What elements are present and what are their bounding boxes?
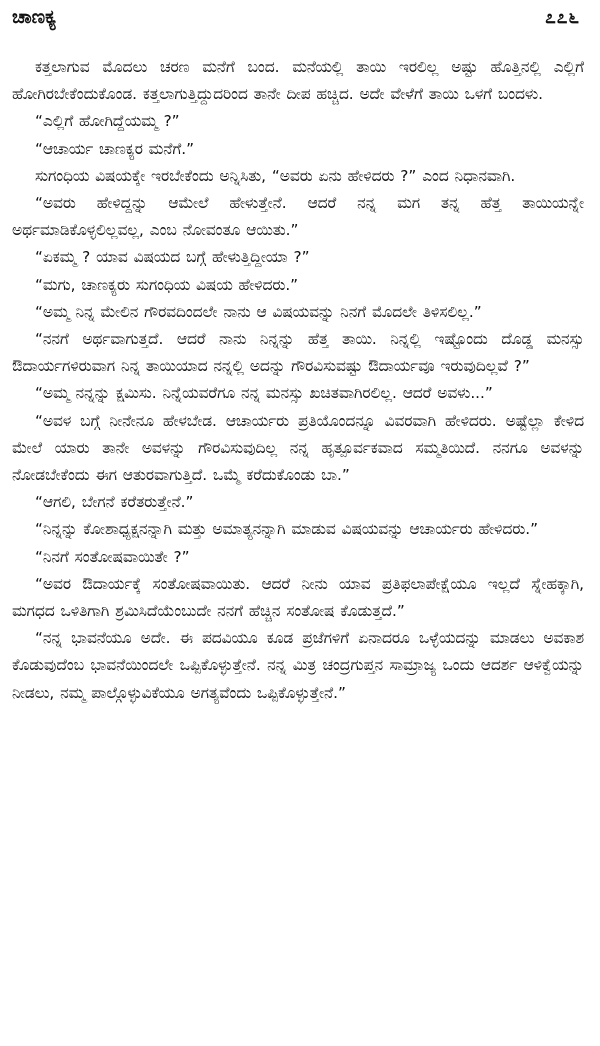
paragraph-4: ಸುಗಂಧಿಯ ವಿಷಯಕ್ಕೇ ಇರಬೇಕೆಂದು ಅನ್ನಿಸಿತು, “ಅವರು ಏನು ಹೇಳಿದರು ?” ಎಂದ ನಿಧಾನವಾಗಿ.: [35, 166, 516, 185]
paragraph-15: “ಅವರ ಔದಾರ್ಯಕ್ಕೆ ಸಂತೋಷವಾಯಿತು. ಆದರೆ ನೀನು ಯಾವ ಪ್ರತಿಫಲಾಪೇಕ್ಷೆಯೂ ಇಲ್ಲದೆ ಸ್ನೇಹಕ್ಕಾಗಿ, ಮಗಧದ ಒಳಿತಿಗಾಗಿ ಶ್ರಮಿಸಿದೆಯೆಂಬುದೇ ನನಗೆ ಹೆಚ್ಚಿನ ಸಂತೋಷ ಕೊಡುತ್ತದೆ.”: [12, 574, 584, 621]
paragraph-2: “ಎಲ್ಲಿಗೆ ಹೋಗಿದ್ದೆಯಮ್ಮ ?”: [35, 112, 180, 131]
page-number: ೭೭೬: [545, 6, 580, 28]
body-text: [12, 54, 584, 707]
paragraph-9: “ನನಗೆ ಅರ್ಥವಾಗುತ್ತದೆ. ಆದರೆ ನಾನು ನಿನ್ನನ್ನು ಹೆತ್ತ ತಾಯಿ. ನಿನ್ನಲ್ಲಿ ಇಷ್ಟೊಂದು ದೊಡ್ಡ ಮನಸ್ಸು ಔದಾರ್ಯಗಳಿರುವಾಗ ನಿನ್ನ ತಾಯಿಯಾದ ನನ್ನಲ್ಲಿ ಅದನ್ನು ಗೌರವಿಸುವಷ್ಟು ಔದಾರ್ಯವೂ ಇರುವುದಿಲ್ಲವೆ ?”: [12, 330, 584, 376]
paragraph-1: ಕತ್ತಲಾಗುವ ಮೊದಲು ಚರಣ ಮನೆಗೆ ಬಂದ. ಮನೆಯಲ್ಲಿ ತಾಯಿ ಇರಲಿಲ್ಲ ಅಷ್ಟು ಹೊತ್ತಿನಲ್ಲಿ ಎಲ್ಲಿಗೆ ಹೋಗಿರಬೇಕೆಂದುಕೊಂಡ. ಕತ್ತಲಾಗುತ್ತಿದ್ದುದರಿಂದ ತಾನೇ ದೀಪ ಹಚ್ಚಿದ. ಅದೇ ವೇಳೆಗೆ ತಾಯಿ ಒಳಗೆ ಬಂದಳು.: [12, 58, 584, 104]
paragraph-8: “ಅಮ್ಮ ನಿನ್ನ ಮೇಲಿನ ಗೌರವದಿಂದಲೇ ನಾನು ಆ ವಿಷಯವನ್ನು ನಿನಗೆ ಮೊದಲೇ ತಿಳಿಸಲಿಲ್ಲ.”: [35, 302, 482, 321]
paragraph-6: “ಏಕಮ್ಮ ? ಯಾವ ವಿಷಯದ ಬಗ್ಗೆ ಹೇಳುತ್ತಿದ್ದೀಯಾ ?”: [35, 248, 310, 267]
paragraph-16: “ನನ್ನ ಭಾವನೆಯೂ ಅದೇ. ಈ ಪದವಿಯೂ ಕೂಡ ಪ್ರಜೆಗಳಿಗೆ ಏನಾದರೂ ಒಳ್ಳೆಯದನ್ನು ಮಾಡಲು ಅವಕಾಶ ಕೊಡುವುದೆಂಬ ಭಾವನೆಯಿಂದಲೇ ಒಪ್ಪಿಕೊಳ್ಳುತ್ತೇನೆ. ನನ್ನ ಮಿತ್ರ ಚಂದ್ರಗುಪ್ತನ ಸಾಮ್ರಾಜ್ಯ ಒಂದು ಆದರ್ಶ ಆಳಿಕ್ವೆಯನ್ನು ನೀಡಲು, ನಮ್ಮ ಪಾಲ್ಗೊಳ್ಳುವಿಕೆಯೂ ಅಗತ್ಯವೆಂದು ಒಪ್ಪಿಕೊಳ್ಳುತ್ತೇನೆ.”: [12, 629, 584, 702]
paragraph-13: “ನಿನ್ನನ್ನು ಕೋಶಾಧ್ಯಕ್ಷನನ್ನಾಗಿ ಮತ್ತು ಅಮಾತ್ಯನನ್ನಾಗಿ ಮಾಡುವ ವಿಷಯವನ್ನು ಆಚಾರ್ಯರು ಹೇಳಿದರು.”: [35, 520, 539, 539]
paragraph-7: “ಮಗು, ಚಾಣಕ್ಯರು ಸುಗಂಧಿಯ ವಿಷಯ ಹೇಳಿದರು.”: [35, 275, 299, 294]
paragraph-14: “ನಿನಗೆ ಸಂತೋಷವಾಯಿತೇ ?”: [35, 547, 190, 566]
paragraph-3: “ಆಚಾರ್ಯ ಚಾಣಕ್ಯರ ಮನೆಗೆ.”: [35, 139, 195, 158]
paragraph-5: “ಅವರು ಹೇಳಿದ್ದನ್ನು ಆಮೇಲೆ ಹೇಳುತ್ತೇನೆ. ಆದರೆ ನನ್ನ ಮಗ ತನ್ನ ಹೆತ್ತ ತಾಯಿಯನ್ನೇ ಅರ್ಥಮಾಡಿಕೊಳ್ಳಲಿಲ್ಲವಲ್ಲ, ಎಂಬ ನೋವಂತೂ ಆಯಿತು.”: [12, 194, 584, 240]
paragraph-11: “ಅವಳ ಬಗ್ಗೆ ನೀನೇನೂ ಹೇಳಬೇಡ. ಆಚಾರ್ಯರು ಪ್ರತಿಯೊಂದನ್ನೂ ವಿವರವಾಗಿ ಹೇಳಿದರು. ಅಷ್ಟೆಲ್ಲಾ ಕೇಳಿದ ಮೇಲೆ ಯಾರು ತಾನೇ ಅವಳನ್ನು ಗೌರವಿಸುವುದಿಲ್ಲ ನನ್ನ ಹೃತ್ಪೂರ್ವಕವಾದ ಸಮ್ಮತಿಯಿದೆ. ನನಗೂ ಅವಳನ್ನು ನೋಡಬೇಕೆಂದು ಈಗ ಆತುರವಾಗುತ್ತಿದೆ. ಒಮ್ಮೆ ಕರೆದುಕೊಂಡು ಬಾ.”: [12, 411, 584, 485]
paragraph-10: “ಅಮ್ಮ ನನ್ನನ್ನು ಕ್ಷಮಿಸು. ನಿನ್ನೆಯವರೆಗೂ ನನ್ನ ಮನಸ್ಸು ಖಚಿತವಾಗಿರಲಿಲ್ಲ. ಆದರೆ ಅವಳು...”: [35, 384, 493, 403]
page-header: [12, 6, 584, 36]
paragraph-12: “ಆಗಲಿ, ಬೇಗನೆ ಕರೆತರುತ್ತೇನೆ.”: [35, 493, 194, 512]
running-title: ಚಾಣಕ್ಯ: [12, 6, 57, 28]
